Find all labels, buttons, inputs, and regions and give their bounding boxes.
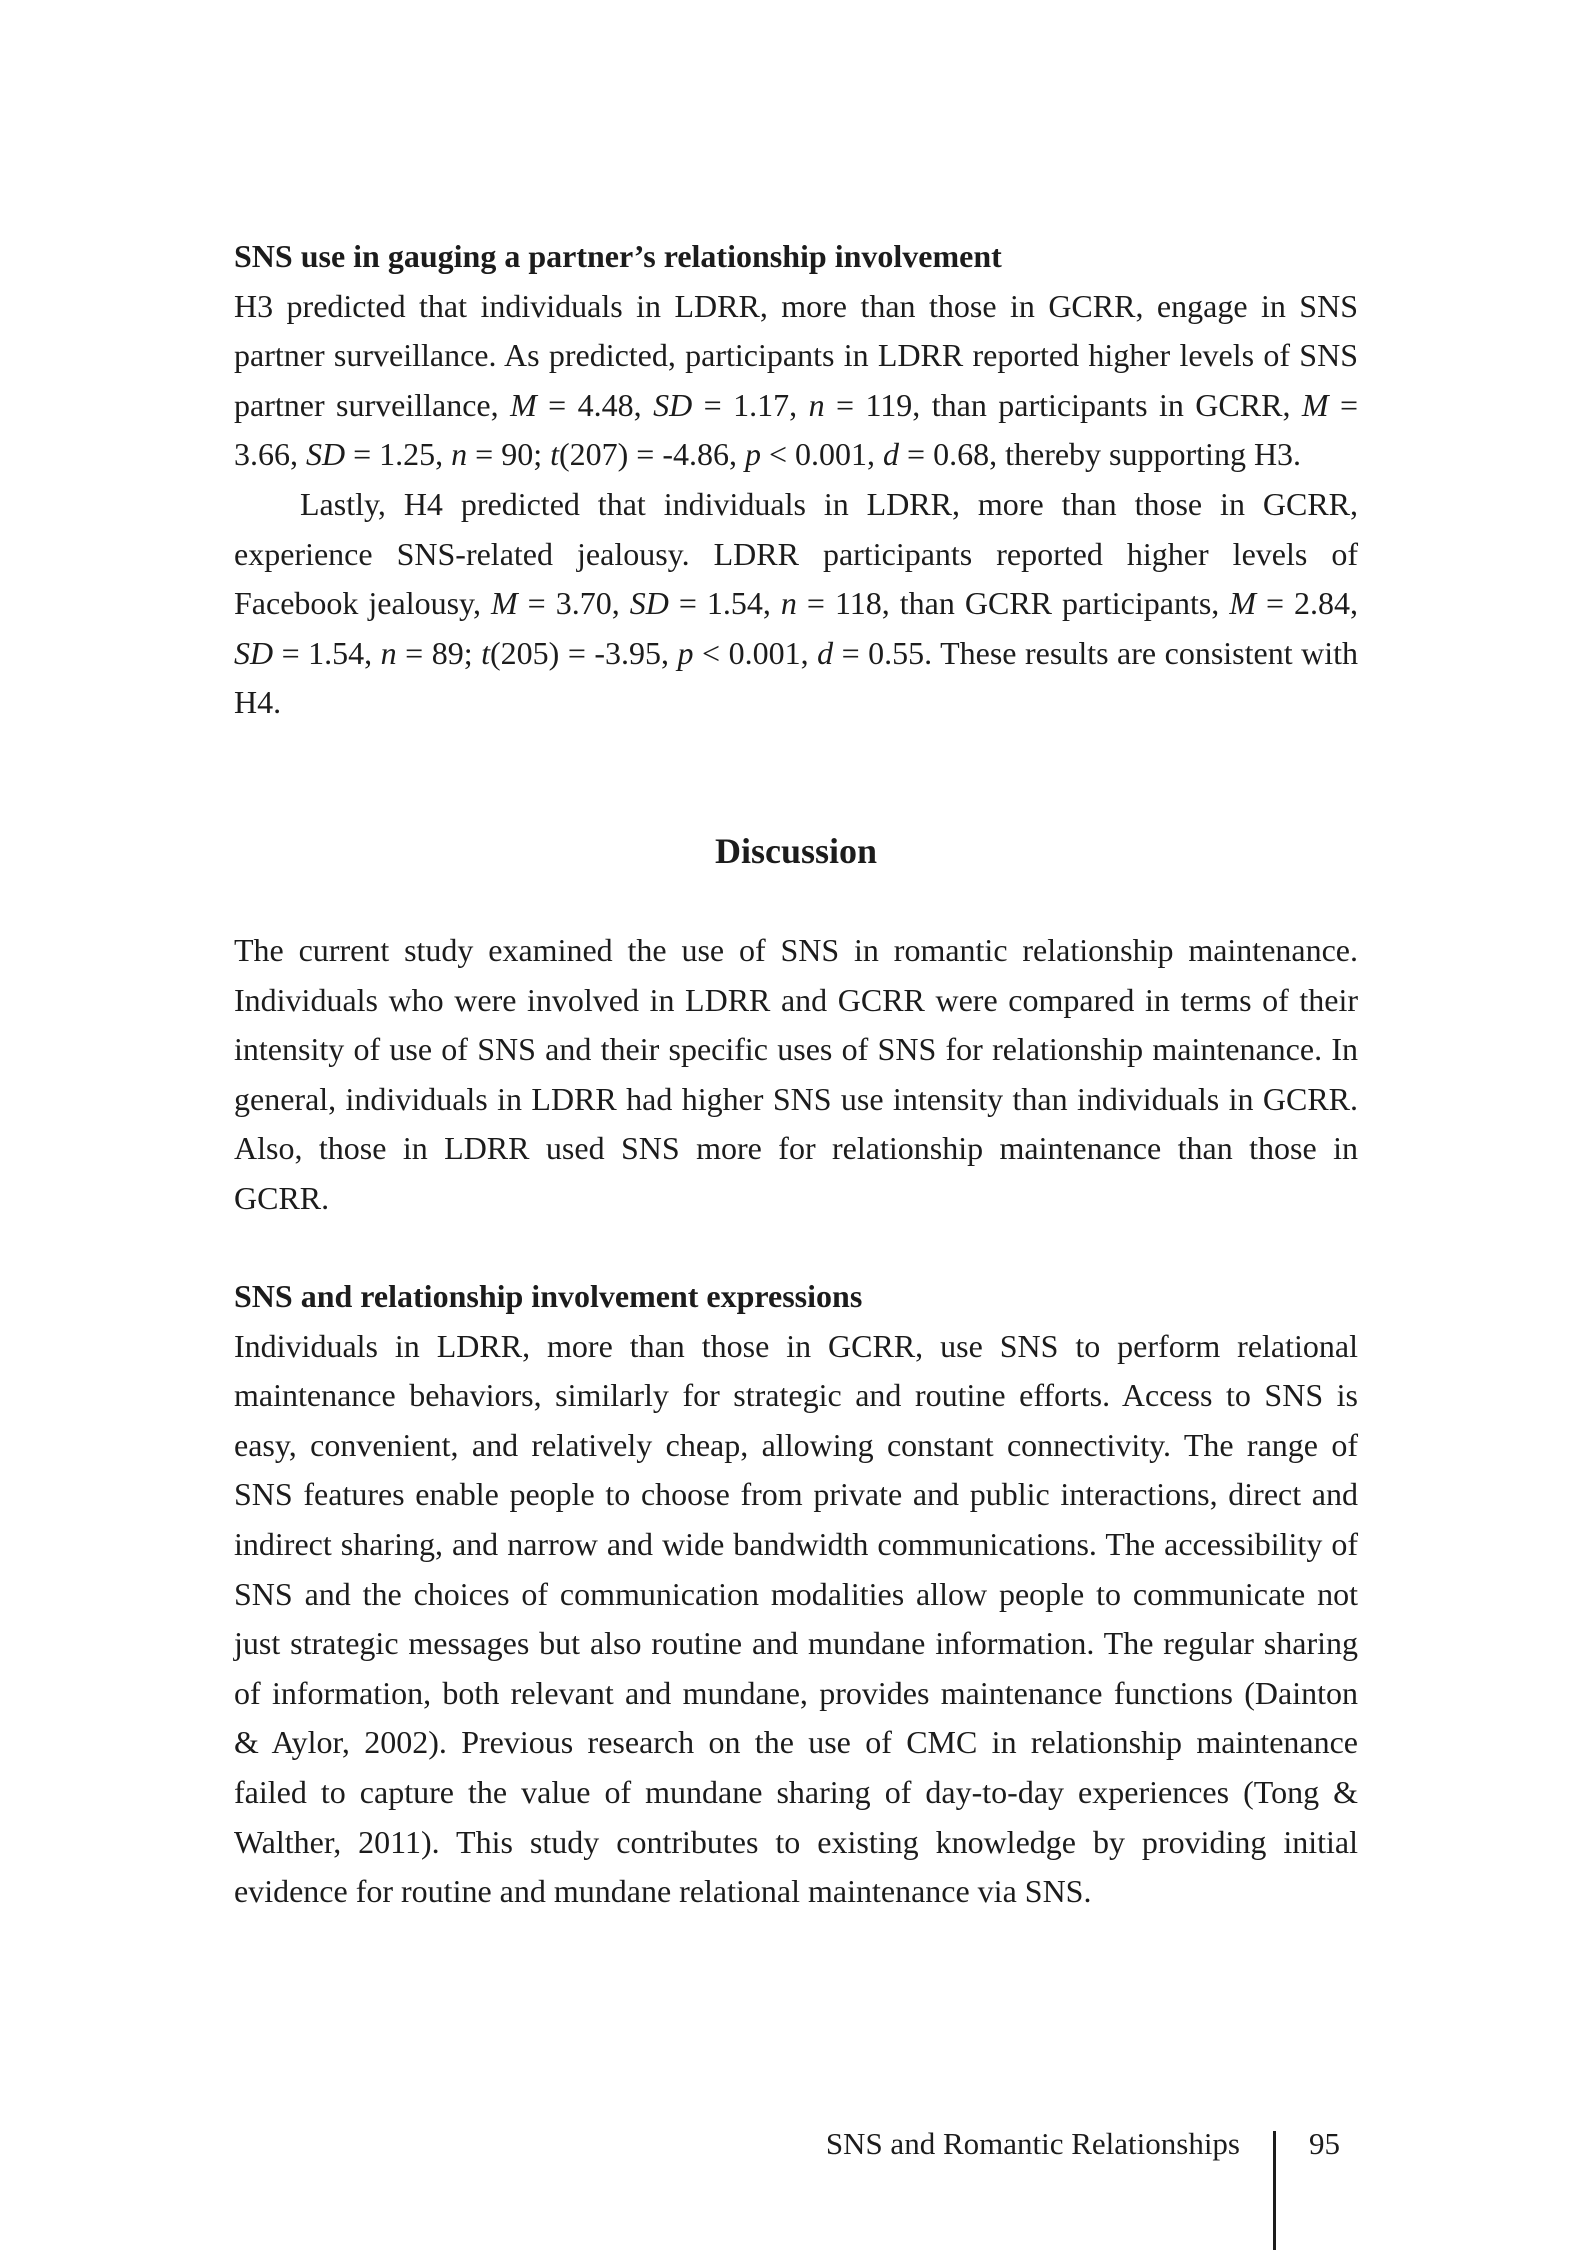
stat-symbol: t bbox=[481, 634, 491, 671]
discussion-heading: Discussion bbox=[714, 831, 878, 871]
stat-symbol: M bbox=[1301, 386, 1329, 423]
stat-symbol: d bbox=[817, 634, 834, 671]
stat-symbol: t bbox=[550, 436, 559, 473]
page-number: 95 bbox=[1309, 2126, 1340, 2161]
stat-symbol: p bbox=[677, 634, 694, 671]
running-title: SNS and Romantic Relationships bbox=[825, 2126, 1240, 2161]
stat-symbol: n bbox=[380, 634, 397, 671]
stat-symbol: M bbox=[1229, 585, 1256, 622]
paragraph-discussion-intro: The current study examined the use of SNS in romantic relationship maintenance. Individuals who were involved in LDRR and GCRR were compared in terms of their intensity of use of SNS and their specific uses of SNS for relationship maintenance. In general, individuals in LDRR had higher SNS use intensity than individuals in GCRR. Also, those in LDRR used SNS more for relationship maintenance than those in GCRR. bbox=[234, 932, 1358, 1216]
section-heading-partner-involvement: SNS use in gauging a partner’s relationship involvement bbox=[234, 238, 1002, 274]
stat-symbol: SD bbox=[653, 386, 693, 423]
stat-symbol: n bbox=[780, 585, 797, 622]
section-heading-involvement-expressions: SNS and relationship involvement expressions bbox=[234, 1278, 863, 1314]
stat-symbol: SD bbox=[629, 585, 669, 622]
stat-symbol: n bbox=[451, 436, 468, 473]
paragraph-h4-results: Lastly, H4 predicted that individuals in LDRR, more than those in GCRR, experience SNS-related jealousy. LDRR participants reported higher levels of Facebook jealousy, M = 3.70, SD = 1.54, n = 118, than GCRR participants, M = 2.84, SD = 1.54, n = 89; t(205) = -3.95, p < 0.001, d = 0.55. These results are consistent with H4. bbox=[234, 485, 1359, 721]
results-section bbox=[234, 232, 1358, 728]
stat-symbol: SD bbox=[234, 634, 274, 671]
paragraph-h3-results: H3 predicted that individuals in LDRR, more than those in GCRR, engage in SNS partner surveillance. As predicted, participants in LDRR reported higher levels of SNS partner surveillance, M = 4.48, SD = 1.17, n = 119, than participants in GCRR, M = 3.66, SD = 1.25, n = 90; t(207) = -4.86, p < 0.001, d = 0.68, thereby supporting H3. bbox=[234, 287, 1359, 473]
stat-symbol: p bbox=[745, 436, 761, 473]
involvement-expressions-section bbox=[234, 1272, 1358, 1917]
stat-symbol: SD bbox=[306, 436, 346, 473]
footer-divider bbox=[1273, 2131, 1276, 2250]
discussion-intro bbox=[234, 926, 1358, 1224]
stat-symbol: M bbox=[510, 386, 537, 423]
stat-symbol: d bbox=[883, 436, 900, 473]
stat-symbol: n bbox=[808, 386, 825, 423]
paragraph-involvement-expressions: Individuals in LDRR, more than those in GCRR, use SNS to perform relational maintenance behaviors, similarly for strategic and routine efforts. Access to SNS is easy, convenient, and relatively cheap, allowing constant connectivity. The range of SNS features enable people to choose from private and public interactions, direct and indirect sharing, and narrow and wide bandwidth communications. The accessibility of SNS and the choices of communication modalities allow people to communicate not just strategic messages but also routine and mundane information. The regular sharing of information, both relevant and mundane, provides maintenance functions (Dainton & Aylor, 2002). Previous research on the use of CMC in relationship maintenance failed to capture the value of mundane sharing of day-to-day experiences (Tong & Walther, 2011). This study contributes to existing knowledge by providing initial evidence for routine and mundane relational maintenance via SNS. bbox=[234, 1327, 1358, 1910]
stat-symbol: M bbox=[490, 585, 518, 622]
